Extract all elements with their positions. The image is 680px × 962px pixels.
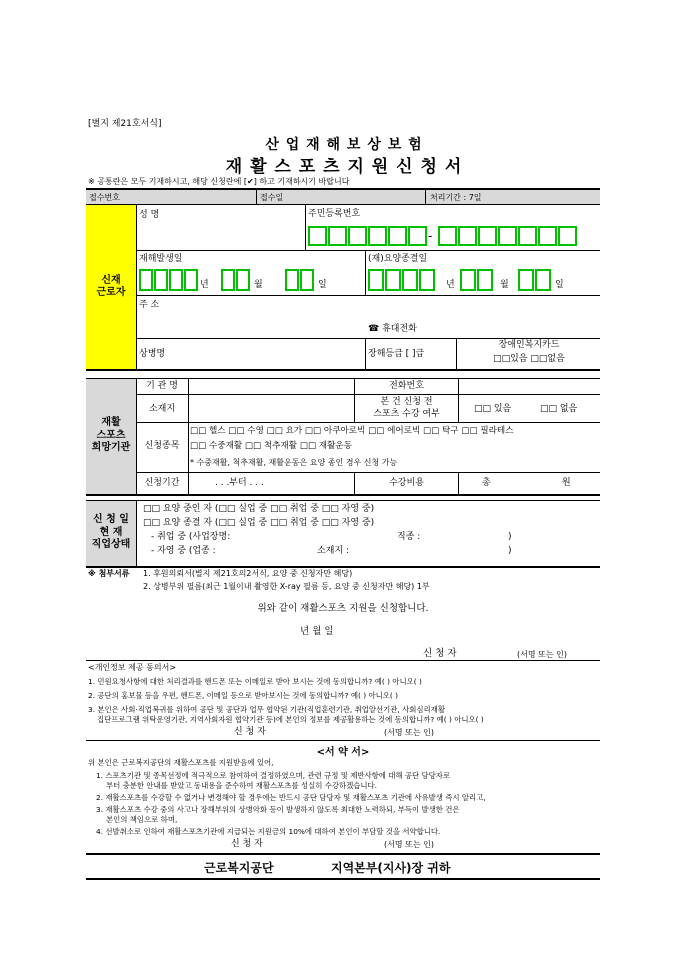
period-label: 신청기간: [144, 478, 180, 488]
pledge-item-4: 4. 선발취소로 인하여 재활스포츠기관에 지급되는 지원금의 10%에 대하여 본인이 부담할 것을 서약합니다.: [96, 827, 441, 836]
privacy-consent-3: 3. 본인은 사회·직업복귀를 위하여 공단 및 공단과 업무 협약된 기관(직업훈련기관, 취업알선기관, 사회심리재활: [88, 705, 445, 714]
instruction-text: ※ 공통란은 모두 기재하시고, 해당 신청란에 [✔] 하고 기재하시기 바랍니다: [88, 177, 350, 186]
sport-type-options-row2[interactable]: □□ 수중재활 □□ 척추재활 □□ 재활운동: [190, 441, 352, 451]
pledge-signature[interactable]: (서명 또는 인): [384, 840, 434, 849]
welfare-card-options[interactable]: □□있음 □□없음: [493, 354, 565, 364]
privacy-title: <개인정보 제공 동의서>: [88, 663, 177, 672]
fee-unit: 원: [562, 478, 571, 488]
mobile-label: ☎ 휴대전화: [368, 324, 417, 334]
phone-label: 전화번호: [389, 381, 424, 391]
employment-section-label: 신 청 일 현 재 직업상태: [86, 500, 136, 566]
pledge-applicant-label: 신 청 자: [231, 839, 263, 849]
attachments-label: ※ 첨부서류: [88, 569, 130, 578]
pledge-item-3: 3. 재활스포츠 수강 중의 사고나 장해부위의 상병악화 등이 발생하지 않도록 최대한 노력하되, 부득이 발생한 건은: [96, 805, 460, 814]
footer-org: 근로복지공단: [204, 861, 274, 875]
privacy-consent-3-cont[interactable]: 집단프로그램 위탁운영기관, 지역사회자원 협약기관 등)에 본인의 정보를 제공활용하는 것에 동의합니까? 예( ) 아니오( ): [97, 715, 484, 724]
prior-use-yes[interactable]: □□ 있음: [474, 404, 512, 414]
form-subtitle: 산 업 재 해 보 상 보 험: [265, 137, 423, 153]
attachment-item-2: 2. 상병부위 필름(최근 1월이내 촬영한 X-ray 필름 등, 요양 중 신청자만 해당) 1부: [143, 582, 430, 591]
sport-type-label: 신청종목: [144, 441, 180, 451]
receipt-number-label: 접수번호: [89, 193, 120, 202]
privacy-applicant-label: 신 청 자: [234, 727, 266, 737]
org-name-label: 기 관 명: [146, 381, 178, 391]
pledge-item-1-cont: 부터 충분한 안내를 받았고 동내용을 준수하여 재활스포츠를 성실히 수강하겠습니다.: [106, 781, 378, 790]
declaration-text: 위와 같이 재활스포츠 지원을 신청합니다.: [257, 603, 429, 614]
welfare-card-label: 장애인복지카드: [498, 340, 560, 350]
applicant-signature[interactable]: (서명 또는 인): [517, 650, 567, 659]
prior-use-label-2: 스포츠 수강 여부: [373, 409, 440, 419]
sport-type-options-row1[interactable]: □□ 헬스 □□ 수영 □□ 요가 □□ 아쿠아로빅 □□ 에어로빅 □□ 탁구 □□ 필라테스: [190, 426, 514, 436]
receipt-date-label: 접수일: [260, 193, 284, 202]
applicant-label: 신 청 자: [423, 648, 457, 659]
self-employed-location: 소재지 :: [317, 546, 349, 556]
prior-use-no[interactable]: □□ 없음: [540, 404, 578, 414]
employment-status-in-care[interactable]: □□ 요양 중인 자 (□□ 실업 중 □□ 취업 중 □□ 자영 중): [143, 504, 375, 514]
sport-type-note: * 수중재활, 척추재활, 재활운동은 요양 종인 경우 신청 가능: [190, 458, 398, 467]
application-date[interactable]: 년 월 일: [300, 626, 334, 637]
rrn-label: 주민등록번호: [308, 209, 361, 219]
disability-grade-label: 장해등급 [ ]급: [368, 349, 425, 359]
privacy-consent-1[interactable]: 1. 민원요청사항에 대한 처리결과를 핸드폰 또는 이메일로 받아 보시는 것에 동의합니까? 예( ) 아니오( ): [88, 677, 422, 686]
fee-label: 수강비용: [389, 478, 424, 488]
pledge-intro: 위 본인은 근로복지공단의 재활스포츠를 지원받음에 있어,: [88, 758, 274, 767]
address-label: 주 소: [139, 300, 160, 310]
privacy-signature[interactable]: (서명 또는 인): [384, 728, 434, 737]
prior-use-label-1: 본 건 신청 전: [380, 397, 433, 407]
page-title: 재 활 스 포 츠 지 원 신 청 서: [225, 157, 463, 177]
form-number: [별지 제21호서식]: [88, 119, 162, 129]
accident-date-label: 재해발생일: [139, 254, 183, 264]
pledge-item-2: 2. 재활스포츠를 수강할 수 없거나 변경해야 할 경우에는 반드시 공단 담당자 및 재활스포츠 기관에 사유발생 즉시 알리고,: [96, 793, 486, 802]
employment-status-care-ended[interactable]: □□ 요양 종결 자 (□□ 실업 중 □□ 취업 중 □□ 자영 중): [143, 518, 375, 528]
worker-section-label: 신재 근로자: [86, 205, 136, 369]
care-end-date-label: (재)요양종결일: [368, 254, 428, 264]
pledge-title: <서 약 서>: [316, 747, 370, 758]
period-value[interactable]: . . .부터 . . .: [215, 478, 264, 488]
location-label: 소재지: [148, 404, 176, 414]
receipt-row: [86, 190, 600, 204]
name-label: 성 명: [139, 210, 160, 220]
injury-label: 상병명: [139, 349, 166, 359]
employed-job-type: 직종 :: [397, 532, 421, 542]
pledge-item-1: 1. 스포츠기관 및 종목선정에 적극적으로 참여하여 결정하였으며, 관련 규정 및 제반사항에 대해 공단 담당자로: [96, 771, 451, 780]
attachment-item-1: 1. 후원의뢰서(별지 제21호의2서식, 요양 중 신청자만 해당): [143, 569, 353, 578]
privacy-consent-2[interactable]: 2. 공단의 홍보물 등을 우편, 핸드폰, 이메일 등으로 받아보시는 것에 동의합니까? 예( ) 아니오( ): [88, 691, 398, 700]
employed-workplace: - 취업 중 (사업장명:: [151, 532, 231, 542]
self-employed-business: - 자영 중 (업종 :: [151, 546, 216, 556]
footer-addressee: 지역본부(지사)장 귀하: [331, 861, 451, 875]
program-section-label: 재활 스포츠 희망기관: [86, 378, 136, 494]
pledge-item-3-cont: 본인의 책임으로 하며,: [106, 815, 178, 824]
processing-period: 처리기간 : 7일: [430, 193, 482, 202]
fee-total-label: 총: [482, 478, 491, 488]
